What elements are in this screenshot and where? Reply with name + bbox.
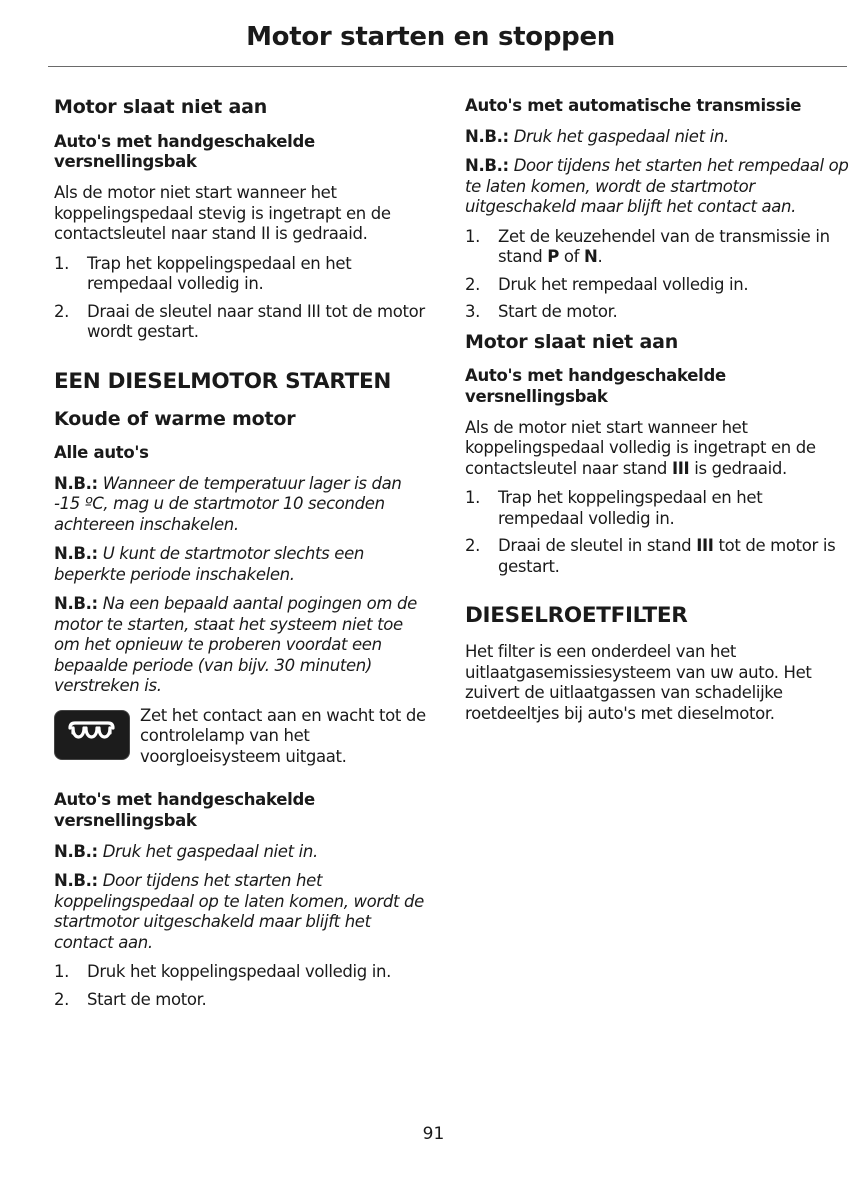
note-label: N.B.: (54, 841, 98, 861)
list-item: 1. Trap het koppelingspedaal en het rempedaal volledig in. (465, 488, 763, 528)
section-heading-diesel-particulate-filter: DIESELROETFILTER (465, 603, 688, 629)
note-no-accelerator: N.B.: Druk het gaspedaal niet in. (465, 126, 729, 146)
right-column (465, 96, 850, 733)
page-header (48, 20, 847, 67)
note-label: N.B.: (54, 473, 98, 493)
note-retry-lockout: N.B.: Na een bepaald aantal pogingen om de motor te starten, staat het systeem niet toe om het opnieuw te proberen voordat een bepaalde periode (van bijv. 30 minuten) verstreken is. (54, 594, 417, 696)
heading-engine-wont-start-2: Motor slaat niet aan (465, 330, 679, 353)
steps-list-manual (54, 254, 432, 343)
steps-list-automatic (465, 227, 850, 323)
note-label: N.B.: (54, 594, 98, 614)
left-column (54, 96, 432, 1018)
steps-list-manual-2 (54, 962, 432, 1010)
list-item: 1. Zet de keuzehendel van de transmissie in stand P of N. (465, 226, 830, 267)
heading-manual-transmission: Auto's met handgeschakelde versnellingsbak (54, 131, 315, 172)
note-label: N.B.: (54, 544, 98, 564)
paragraph-manual-no-start-2: Als de motor niet start wanneer het koppelingspedaal volledig is ingetrapt en de contactsleutel naar stand III is gedraaid. (465, 417, 816, 478)
heading-cold-warm-engine: Koude of warme motor (54, 407, 296, 430)
section-heading-diesel-start: EEN DIESELMOTOR STARTEN (54, 368, 392, 394)
heading-manual-transmission-3: Auto's met handgeschakelde versnellingsbak (465, 366, 726, 407)
list-item: 1. Trap het koppelingspedaal en het rempedaal volledig in. (54, 253, 352, 294)
glow-plug-instruction (54, 706, 432, 768)
note-label: N.B.: (465, 156, 509, 176)
note-limited-period: N.B.: U kunt de startmotor slechts een beperkte periode inschakelen. (54, 544, 364, 584)
heading-engine-wont-start: Motor slaat niet aan (54, 96, 268, 118)
glow-plug-icon (54, 710, 130, 760)
paragraph-particulate-filter: Het filter is een onderdeel van het uitlaatgasemissiesysteem van uw auto. Het zuivert de uitlaatgassen van schadelijke roetdeeltjes bij auto's met dieselmotor. (465, 642, 812, 723)
glow-plug-text: Zet het contact aan en wacht tot de controlelamp van het voorgloeisysteem uitgaat. (140, 705, 426, 766)
list-item: 1. Druk het koppelingspedaal volledig in. (54, 962, 392, 982)
note-brake-release: N.B.: Door tijdens het starten het rempedaal op te laten komen, wordt de startmotor uitgeschakeld maar blijft het contact aan. (465, 156, 849, 217)
heading-manual-transmission-2: Auto's met handgeschakelde versnellingsbak (54, 790, 315, 831)
list-item: 2. Draai de sleutel naar stand III tot de motor wordt gestart. (54, 301, 425, 342)
paragraph-manual-no-start: Als de motor niet start wanneer het koppelingspedaal stevig is ingetrapt en de contactsleutel naar stand II is gedraaid. (54, 183, 391, 244)
list-item: 2. Start de motor. (54, 989, 207, 1009)
heading-automatic-transmission: Auto's met automatische transmissie (465, 96, 802, 115)
list-item: 3. Start de motor. (465, 302, 618, 322)
steps-list-manual-3 (465, 488, 850, 577)
list-item: 2. Draai de sleutel in stand III tot de motor is gestart. (465, 536, 836, 576)
note-no-accelerator: N.B.: Druk het gaspedaal niet in. (54, 841, 318, 861)
page-number: 91 (422, 1124, 445, 1144)
note-label: N.B.: (465, 126, 509, 146)
note-label: N.B.: (54, 871, 98, 891)
note-clutch-release: N.B.: Door tijdens het starten het koppelingspedaal op te laten komen, wordt de startmotor uitgeschakeld maar blijft het contact aan. (54, 871, 424, 952)
list-item: 2. Druk het rempedaal volledig in. (465, 274, 749, 294)
heading-all-cars: Alle auto's (54, 443, 149, 463)
note-temperature: N.B.: Wanneer de temperatuur lager is dan -15 ºC, mag u de startmotor 10 seconden achtereen inschakelen. (54, 473, 402, 534)
page-title: Motor starten en stoppen (246, 22, 615, 52)
